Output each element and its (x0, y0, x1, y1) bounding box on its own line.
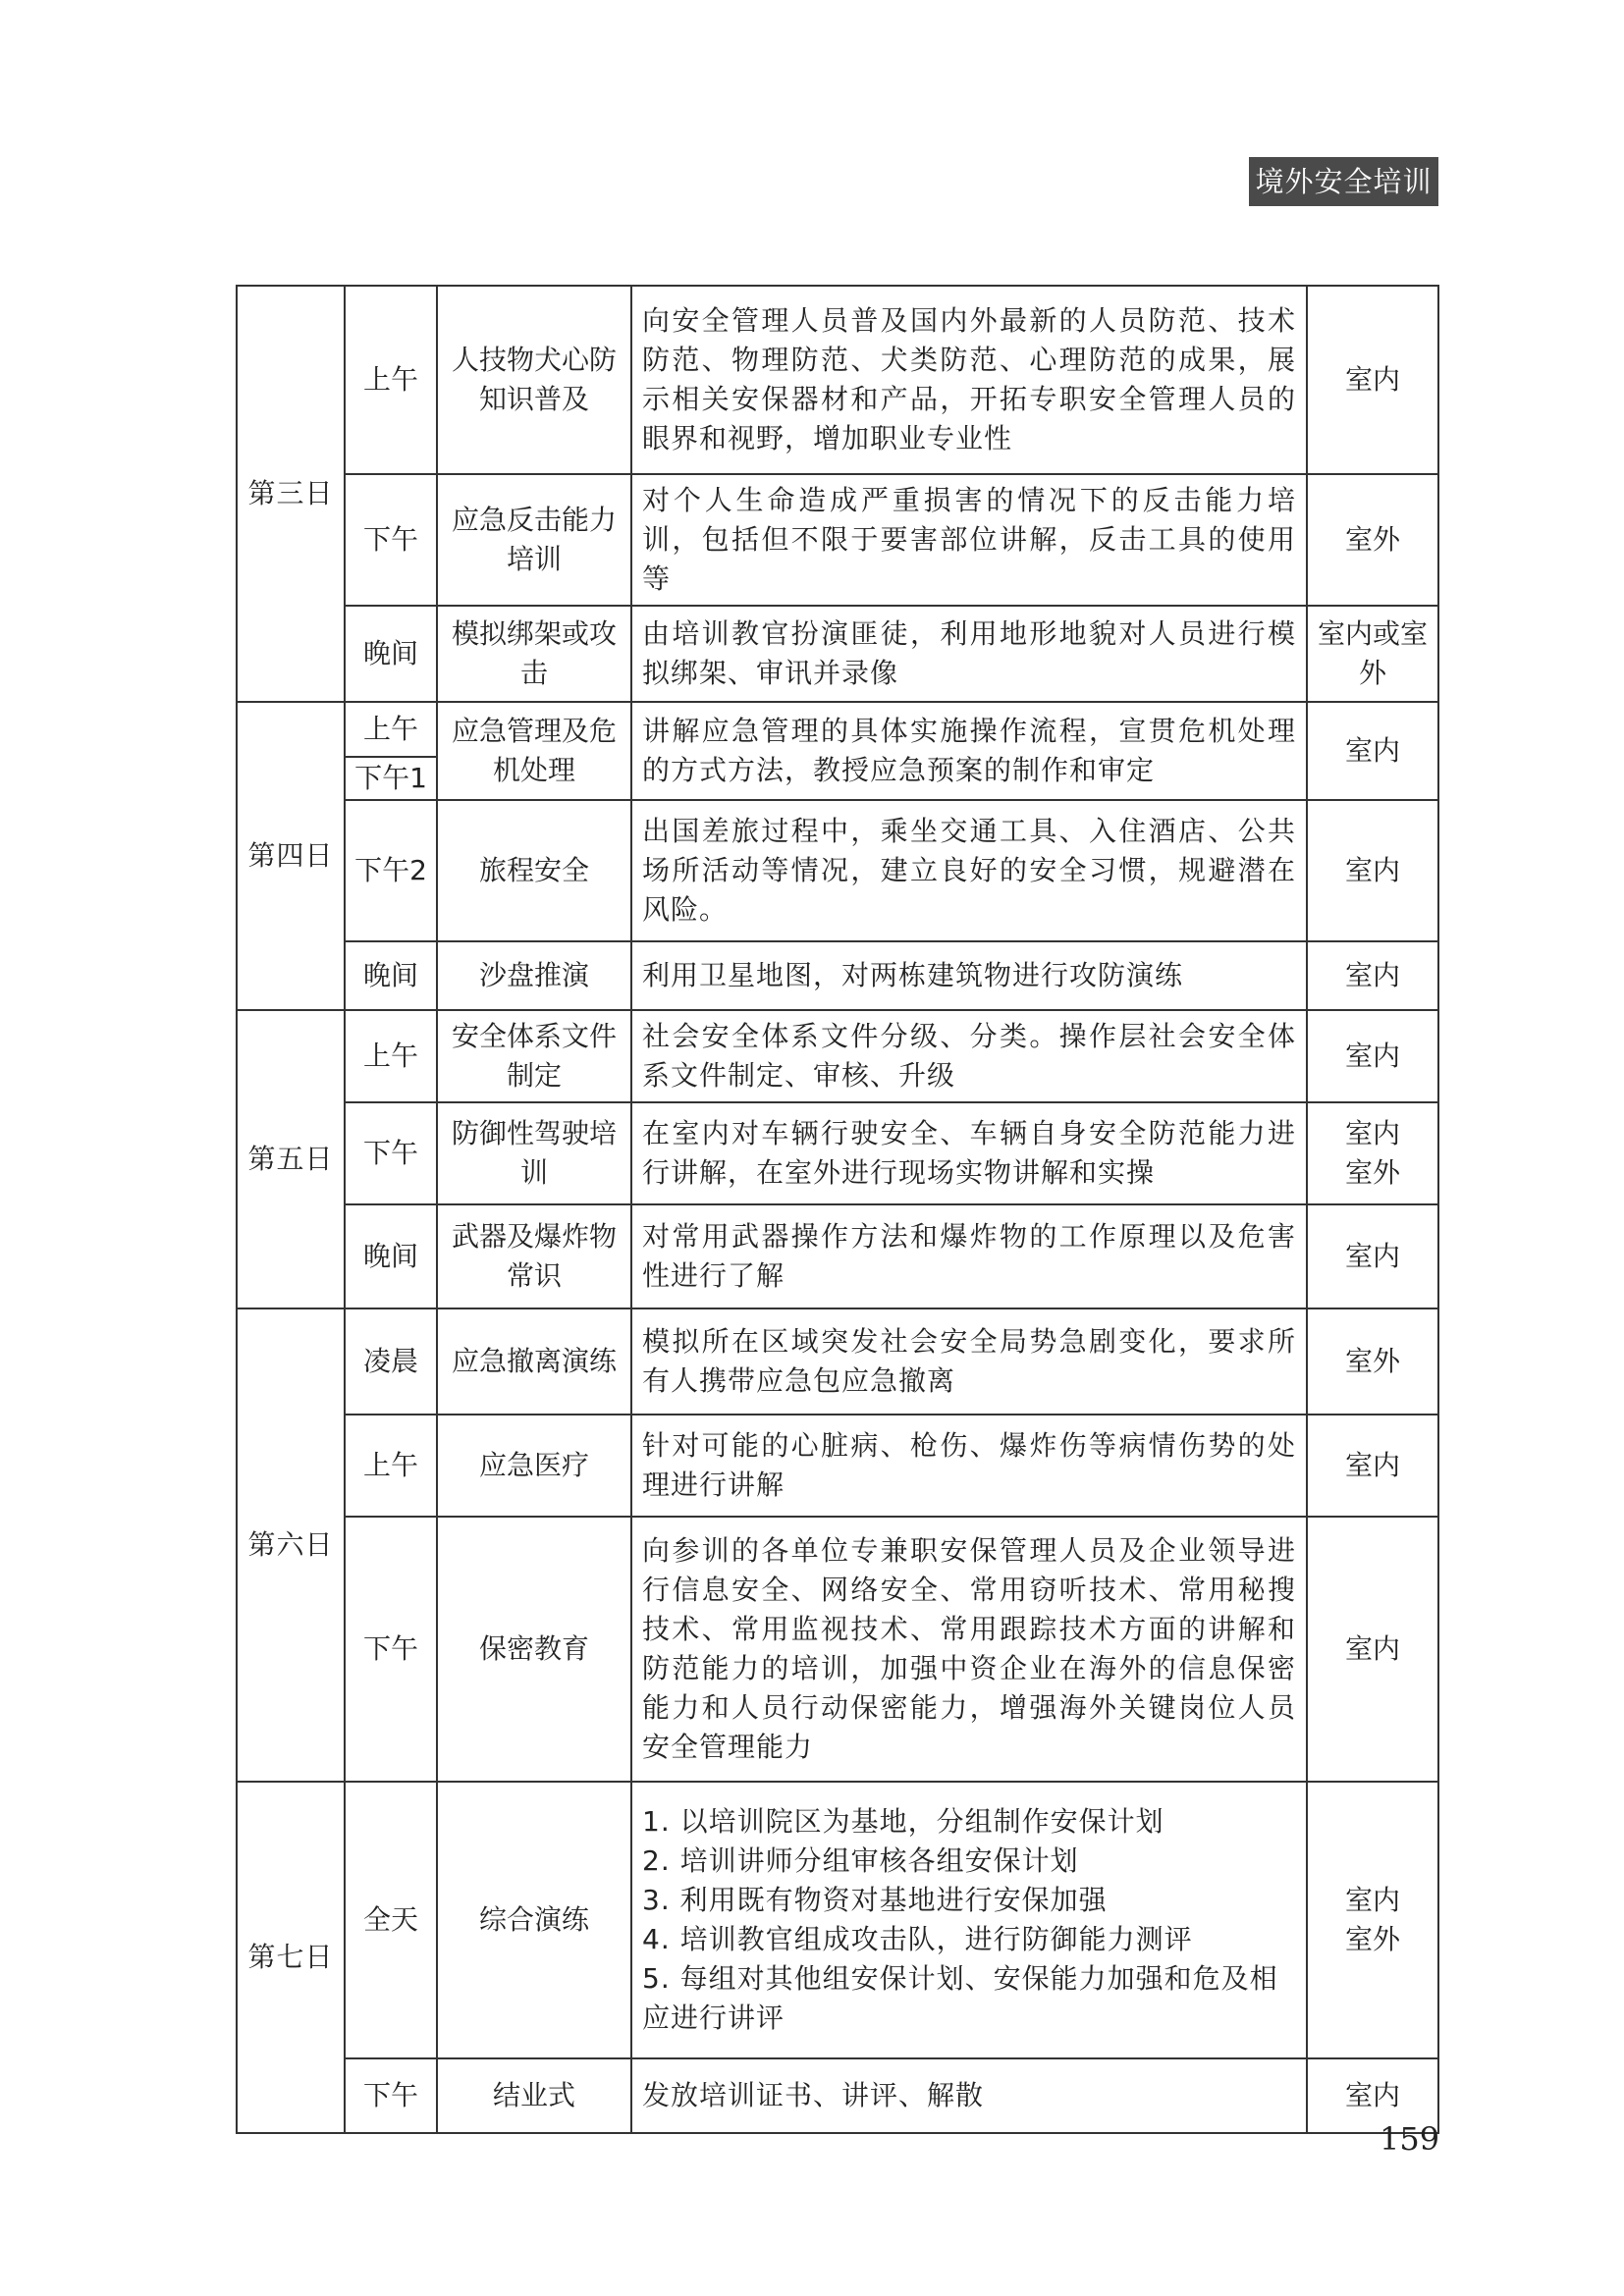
content-cell: 模拟所在区域突发社会安全局势急剧变化，要求所有人携带应急包应急撤离 (631, 1308, 1307, 1415)
table-row (237, 800, 1438, 941)
table-row (237, 1415, 1438, 1517)
topic-cell: 应急撤离演练 (437, 1308, 631, 1415)
list-item: 5. 每组对其他组安保计划、安保能力加强和危及相应进行讲评 (642, 1962, 1278, 2034)
table-row (237, 702, 1438, 757)
day-label: 第七日 (237, 1782, 345, 2133)
list-item: 4. 培训教官组成攻击队，进行防御能力测评 (642, 1923, 1193, 1955)
location-cell: 室内 (1307, 1010, 1438, 1102)
location-cell: 室内 (1307, 1415, 1438, 1517)
table-row (237, 1102, 1438, 1204)
table-row (237, 1308, 1438, 1415)
time-cell: 下午 (345, 1102, 437, 1204)
table-row (237, 1204, 1438, 1308)
content-cell: 针对可能的心脏病、枪伤、爆炸伤等病情伤势的处理进行讲解 (631, 1415, 1307, 1517)
time-cell: 下午 (345, 2058, 437, 2133)
topic-cell: 模拟绑架或攻击 (437, 606, 631, 702)
time-cell: 上午 (345, 286, 437, 474)
topic-cell: 旅程安全 (437, 800, 631, 941)
table-row (237, 1010, 1438, 1102)
time-cell: 下午2 (345, 800, 437, 941)
table-row (237, 474, 1438, 606)
location-line: 室外 (1344, 1156, 1400, 1189)
location-cell: 室外 (1307, 1308, 1438, 1415)
day-label: 第四日 (237, 702, 345, 1010)
topic-cell: 应急医疗 (437, 1415, 631, 1517)
time-cell: 晚间 (345, 606, 437, 702)
table-row (237, 941, 1438, 1010)
location-cell: 室内 (1307, 286, 1438, 474)
list-item: 2. 培训讲师分组审核各组安保计划 (642, 1844, 1079, 1877)
time-cell: 下午 (345, 474, 437, 606)
table-row (237, 1517, 1438, 1782)
section-tag: 境外安全培训 (1249, 157, 1438, 206)
content-cell: 向参训的各单位专兼职安保管理人员及企业领导进行信息安全、网络安全、常用窃听技术、常用秘搜技术、常用监视技术、常用跟踪技术方面的讲解和防范能力的培训，加强中资企业在海外的信息保密能力和人员行动保密能力，增强海外关键岗位人员安全管理能力 (631, 1517, 1307, 1782)
table-row (237, 2058, 1438, 2133)
location-line: 室外 (1344, 1923, 1400, 1955)
content-cell: 在室内对车辆行驶安全、车辆自身安全防范能力进行讲解，在室外进行现场实物讲解和实操 (631, 1102, 1307, 1204)
day-label: 第三日 (237, 286, 345, 702)
table-row (237, 286, 1438, 474)
location-cell: 室内 (1307, 800, 1438, 941)
content-cell (631, 1782, 1307, 2058)
location-cell: 室内 (1307, 941, 1438, 1010)
topic-cell: 应急管理及危机处理 (437, 702, 631, 800)
location-cell: 室内 (1307, 702, 1438, 800)
topic-cell: 保密教育 (437, 1517, 631, 1782)
time-cell: 下午 (345, 1517, 437, 1782)
location-cell: 室内 (1307, 1204, 1438, 1308)
content-cell: 发放培训证书、讲评、解散 (631, 2058, 1307, 2133)
content-cell: 社会安全体系文件分级、分类。操作层社会安全体系文件制定、审核、升级 (631, 1010, 1307, 1102)
time-cell: 下午1 (345, 757, 437, 800)
content-cell: 出国差旅过程中，乘坐交通工具、入住酒店、公共场所活动等情况，建立良好的安全习惯，规避潜在风险。 (631, 800, 1307, 941)
content-cell: 利用卫星地图，对两栋建筑物进行攻防演练 (631, 941, 1307, 1010)
day-label: 第五日 (237, 1010, 345, 1308)
location-line: 室内 (1344, 1884, 1400, 1916)
time-cell: 全天 (345, 1782, 437, 2058)
time-cell: 晚间 (345, 941, 437, 1010)
location-line: 室内 (1344, 1117, 1400, 1149)
location-cell: 室内 (1307, 2058, 1438, 2133)
day-label: 第六日 (237, 1308, 345, 1782)
time-cell: 上午 (345, 702, 437, 757)
topic-cell: 安全体系文件制定 (437, 1010, 631, 1102)
topic-cell: 综合演练 (437, 1782, 631, 2058)
content-cell: 对个人生命造成严重损害的情况下的反击能力培训，包括但不限于要害部位讲解，反击工具的使用等 (631, 474, 1307, 606)
table-row (237, 606, 1438, 702)
location-cell: 室外 (1307, 474, 1438, 606)
topic-cell: 人技物犬心防知识普及 (437, 286, 631, 474)
time-cell: 上午 (345, 1415, 437, 1517)
content-cell: 向安全管理人员普及国内外最新的人员防范、技术防范、物理防范、犬类防范、心理防范的成果，展示相关安保器材和产品，开拓专职安全管理人员的眼界和视野，增加职业专业性 (631, 286, 1307, 474)
topic-cell: 应急反击能力培训 (437, 474, 631, 606)
topic-cell: 沙盘推演 (437, 941, 631, 1010)
content-cell: 对常用武器操作方法和爆炸物的工作原理以及危害性进行了解 (631, 1204, 1307, 1308)
time-cell: 凌晨 (345, 1308, 437, 1415)
topic-cell: 武器及爆炸物常识 (437, 1204, 631, 1308)
content-cell: 由培训教官扮演匪徒，利用地形地貌对人员进行模拟绑架、审讯并录像 (631, 606, 1307, 702)
training-schedule-table (236, 285, 1439, 2134)
topic-cell: 防御性驾驶培训 (437, 1102, 631, 1204)
time-cell: 晚间 (345, 1204, 437, 1308)
location-cell (1307, 1102, 1438, 1204)
page-number: 159 (1380, 2120, 1440, 2158)
table-row (237, 1782, 1438, 2058)
location-cell: 室内 (1307, 1517, 1438, 1782)
list-item: 1. 以培训院区为基地，分组制作安保计划 (642, 1805, 1164, 1838)
list-item: 3. 利用既有物资对基地进行安保加强 (642, 1884, 1108, 1916)
location-cell (1307, 1782, 1438, 2058)
time-cell: 上午 (345, 1010, 437, 1102)
topic-cell: 结业式 (437, 2058, 631, 2133)
location-cell: 室内或室外 (1307, 606, 1438, 702)
content-cell: 讲解应急管理的具体实施操作流程，宣贯危机处理的方式方法，教授应急预案的制作和审定 (631, 702, 1307, 800)
